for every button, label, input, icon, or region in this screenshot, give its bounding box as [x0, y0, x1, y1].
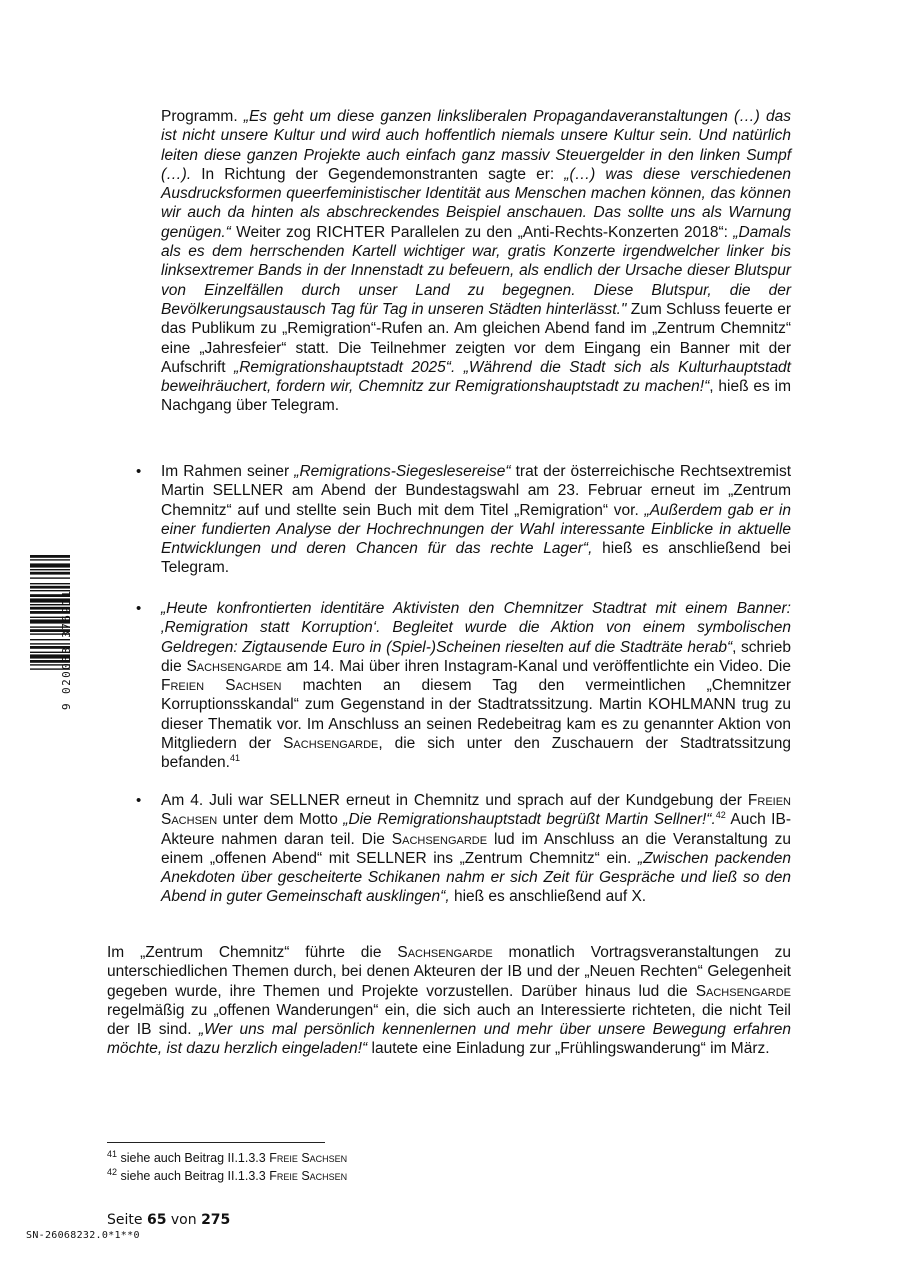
org-name: Freien Sachsen	[161, 677, 282, 695]
text-run: lautete eine Einladung zur „Frühlingswanderung“ im März.	[367, 1040, 770, 1058]
text-run: In Richtung der Gegendemonstranten sagte er:	[191, 165, 565, 183]
quote-text: „(…) was diese verschiedenen Ausdrucksformen queerfeministischer Identität aus Menschen machen können, das können wir auch da hinten als abschreckendes Beispiel anschauen. Das sollte uns als Warnung genügen.“	[161, 165, 791, 241]
text-run: am 14. Mai über ihren Instagram-Kanal und veröffentlichte ein Video. Die	[281, 657, 791, 675]
paragraph-richter-speech	[161, 107, 791, 416]
document-id: SN-26068232.0*1**0	[26, 1230, 140, 1241]
quote-text: „Zwischen packenden Anekdoten über gescheiterte Schikanen nahm er sich Zeit für Gespräche und ließ so den Abend in guter Gemeinschaft ausklingen“,	[161, 849, 791, 906]
text-run: , die sich unter den Zuschauern der Stadtratssitzung befanden.	[161, 735, 792, 772]
text-run: , hieß es im Nachgang über Telegram.	[161, 378, 791, 415]
footnote-text: siehe auch Beitrag II.1.3.3	[117, 1151, 270, 1165]
org-name: Sachsengarde	[391, 830, 488, 848]
footnote-number: 42	[107, 1166, 118, 1177]
text-run: Auch IB-Akteure nahmen daran teil. Die	[161, 811, 791, 848]
footnote-separator	[107, 1142, 325, 1143]
text-run: unter dem Motto	[217, 811, 344, 829]
text-run: hieß es anschließend bei Telegram.	[161, 540, 791, 577]
text-run: machten an diesem Tag den vermeintlichen „Chemnitzer Korruptionsskandal“ zum Gegenstand in der Stadtratssitzung. Martin KOHLMANN trug zu dieser Thematik vor. Im Anschluss an seinen Redebeitrag kam es zu genannter Aktion von Mitgliedern der	[161, 677, 792, 753]
text-run: Am 4. Juli war SELLNER erneut in Chemnitz und sprach auf der Kundgebung der	[161, 792, 748, 809]
page-prefix: Seite	[107, 1212, 147, 1228]
bullet-icon: •	[136, 600, 142, 617]
text-run: Weiter zog RICHTER Parallelen zu den „Anti-Rechts-Konzerten 2018“:	[230, 223, 734, 241]
barcode-bar	[30, 577, 70, 578]
text-run: Im „Zentrum Chemnitz“ führte die	[107, 944, 398, 961]
org-name: Sachsengarde	[186, 657, 282, 675]
org-name: Sachsengarde	[695, 982, 791, 1000]
text-run: regelmäßig zu „offenen Wanderungen“ ein, die sich auch an Interessierte richteten, die nicht Teil der IB sind.	[107, 1001, 791, 1039]
footnote-org: Freie Sachsen	[269, 1169, 348, 1183]
paragraph-zentrum-chemnitz	[107, 943, 791, 1059]
page-number	[107, 1212, 230, 1228]
footnote-42	[107, 1168, 347, 1184]
footnote-41	[107, 1150, 347, 1166]
quote-text: „Damals als es dem herrschenden Kartell wichtiger war, gratis Konzerte irgendwelcher linker bis linksextremer Bands in der Innenstadt zu befeuern, als endlich der Ursache dieser Blutspur von Einzelfällen durch unser Land zu begegnen. Diese Blutspur, die der Bevölkerungsaustausch Tag für Tag in unseren Städten hinterlässt."	[161, 223, 791, 318]
quote-text: „Außerdem gab er in einer fundierten Analyse der Hochrechnungen der Wahl interessante Einblicke in aktuelle Entwicklungen und deren Chancen für das rechte Lager“,	[161, 501, 791, 558]
page-current: 65	[146, 1212, 167, 1228]
text-run: trat der österreichische Rechtsextremist Martin SELLNER am Abend der Bundestagswahl am 23. Februar erneut im „Zentrum Chemnitz“ auf und stellte sein Buch mit dem Titel „Remigration“ vor.	[161, 463, 791, 519]
bullet-item-sellner-july	[136, 791, 792, 907]
org-name: Sachsengarde	[397, 944, 493, 961]
text-run: monatlich Vortragsveranstaltungen zu unterschiedlichen Themen durch, bei denen Akteuren der IB und der „Neuen Rechten“ Gelegenheit gegeben wurde, ihre Themen und Projekte vorzustellen. Darüber hinaus lud die	[107, 944, 791, 1000]
bullet-item-sellner-february	[136, 462, 791, 578]
quote-text: „Es geht um diese ganzen linksliberalen Propagandaveranstaltungen (…) das ist nicht unsere Kultur und wird auch hoffentlich niemals unsere Kultur sein. Und natürlich leiten diese ganzen Projekte auch einfach ganz massiv Steuergelder in den linken Sumpf (…).	[161, 108, 791, 183]
org-name: Sachsengarde	[283, 735, 379, 753]
bullet-icon: •	[136, 792, 142, 809]
barcode-bar	[30, 569, 70, 570]
barcode-bar	[30, 563, 70, 567]
footnote-text: siehe auch Beitrag II.1.3.3	[117, 1169, 270, 1183]
text-run: Zum Schluss feuerte er das Publikum zu „Remigration“-Rufen an. Am gleichen Abend fand im „Zentrum Chemnitz“ eine „Jahresfeier“ statt. Die Teilnehmer zeigten vor dem Eingang ein Banner mit der Aufschrift	[161, 300, 791, 376]
page-middle: von	[166, 1212, 202, 1228]
bullet-icon: •	[136, 463, 142, 480]
barcode-bar	[30, 583, 70, 584]
barcode-number: 9 020033 376911	[60, 589, 73, 710]
barcode-bar	[30, 572, 70, 575]
quote-text: „Heute konfrontierten identitäre Aktivisten den Chemnitzer Stadtrat mit einem Banner: ‚Remigration statt Korruption‘. Begleitet wurde die Aktion von einem symbolischen Geldregen: Zigtausende Euro in (Spiel-)Scheinen rieselten auf die Stadträte herab“	[161, 600, 791, 656]
footnote-number: 41	[107, 1148, 118, 1159]
quote-text: „Wer uns mal persönlich kennenlernen und mehr über unsere Bewegung erfahren möchte, ist dazu herzlich eingeladen!“	[107, 1021, 791, 1058]
text-run: Im Rahmen seiner	[161, 463, 295, 480]
barcode-bar	[30, 559, 70, 560]
page-total: 275	[201, 1212, 231, 1228]
quote-text: „Remigrations-Siegeslesereise“	[294, 463, 511, 480]
barcode-bar	[30, 555, 70, 558]
quote-text: „Remigrationshauptstadt 2025“. „Während die Stadt sich als Kulturhauptstadt beweihräuchert, fordern wir, Chemnitz zur Remigrationshauptstadt zu machen!“	[161, 358, 791, 396]
text-run: Programm.	[161, 108, 244, 125]
org-name: Freien Sachsen	[161, 792, 791, 829]
footnote-ref[interactable]: 42	[715, 810, 726, 821]
bullet-item-stadtrat-banner	[136, 599, 792, 773]
quote-text: „Die Remigrationshauptstadt begrüßt Martin Sellner!“.	[343, 811, 716, 829]
text-run: lud im Anschluss an die Veranstaltung zu einem „offenen Abend“ mit SELLNER ins „Zentrum Chemnitz“ ein.	[161, 830, 792, 867]
barcode-bar	[30, 586, 70, 589]
footnote-ref[interactable]: 41	[229, 753, 240, 764]
footnote-org: Freie Sachsen	[269, 1151, 348, 1165]
text-run: , schrieb die	[161, 638, 791, 675]
text-run: hieß es anschließend auf X.	[449, 888, 647, 906]
